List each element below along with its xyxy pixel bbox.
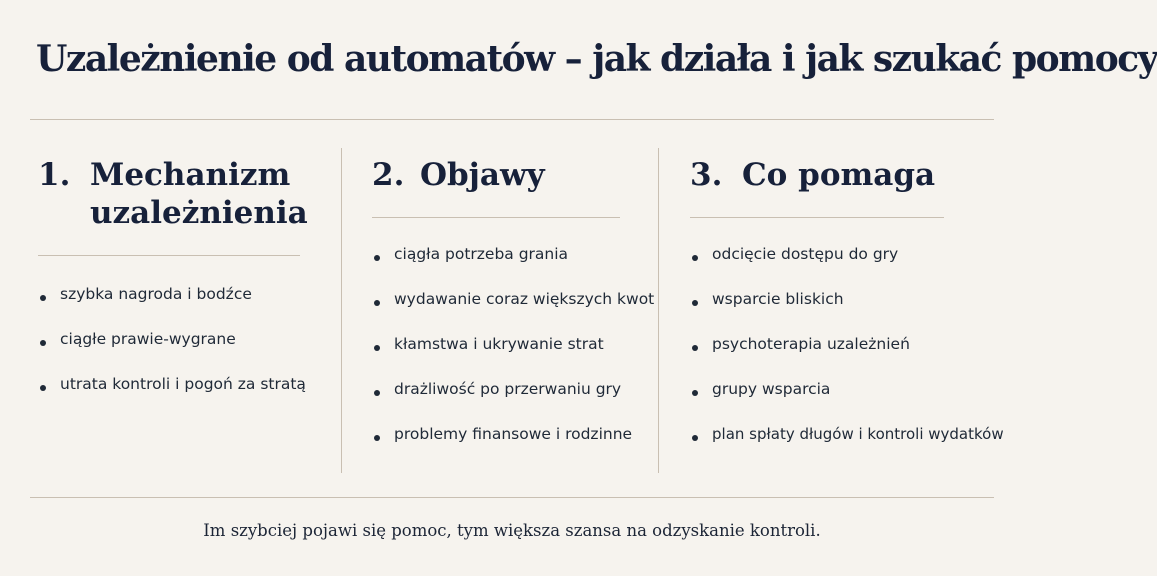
column-title: Co pomaga (742, 157, 936, 193)
list-item (372, 335, 620, 380)
list-item (372, 425, 633, 470)
list-item (372, 380, 620, 425)
column-heading-divider (38, 255, 300, 256)
bullet-icon (692, 255, 698, 261)
list-item-text: odcięcie dostępu do gry (712, 245, 899, 263)
list-item (690, 380, 990, 425)
list-item (690, 425, 1004, 470)
list-item-text: ciągła potrzeba grania (394, 245, 569, 263)
column-divider-1 (341, 148, 342, 473)
list-item-text: ciągłe prawie-wygrane (60, 330, 236, 348)
column-heading (38, 156, 308, 232)
footer-divider (30, 497, 994, 498)
list-item-text: psychoterapia uzależnień (712, 335, 910, 353)
list-item-text: szybka nagroda i bodźce (60, 285, 252, 303)
column-heading-divider (690, 217, 944, 218)
list-item (690, 335, 990, 380)
page-title: Uzależnienie od automatów – jak działa i jak szukać pomocy (36, 38, 1157, 80)
bullet-icon (40, 295, 46, 301)
column-heading (690, 156, 990, 194)
bullet-icon (374, 435, 380, 441)
list-item-text: wsparcie bliskich (712, 290, 844, 308)
footer-note: Im szybciej pojawi się pomoc, tym większa szansa na odzyskanie kontroli. (203, 521, 821, 540)
list-item-text: problemy finansowe i rodzinne (394, 425, 633, 443)
list-item-text: wydawanie coraz większych kwot (394, 290, 655, 308)
list-item (372, 245, 620, 290)
column-title: Mechanizm uzależnienia (90, 157, 308, 231)
bullet-icon (692, 390, 698, 396)
list-item-text: grupy wsparcia (712, 380, 831, 398)
column-symptoms (372, 156, 655, 470)
column-number: 2. (372, 157, 405, 193)
list-item-text: plan spłaty długów i kontroli wydatków (712, 425, 1004, 443)
column-help (690, 156, 1004, 470)
list-item-text: drażliwość po przerwaniu gry (394, 380, 622, 398)
list-item (690, 290, 990, 335)
bullet-icon (692, 345, 698, 351)
column-number: 3. (690, 157, 723, 193)
column-number: 1. (38, 157, 71, 193)
column-heading (372, 156, 620, 194)
list-item (690, 245, 990, 290)
column-title: Objawy (420, 157, 545, 193)
bullet-icon (692, 435, 698, 441)
list-item (38, 375, 306, 420)
bullet-icon (374, 300, 380, 306)
list-item (38, 285, 300, 330)
bullet-icon (374, 255, 380, 261)
list-item-text: kłamstwa i ukrywanie strat (394, 335, 604, 353)
column-heading-divider (372, 217, 620, 218)
column-mechanism (38, 156, 308, 420)
bullet-icon (374, 345, 380, 351)
list-item-text: utrata kontroli i pogoń za stratą (60, 375, 306, 393)
bullet-icon (40, 385, 46, 391)
title-divider (30, 119, 994, 120)
bullet-icon (374, 390, 380, 396)
list-item (38, 330, 300, 375)
bullet-icon (692, 300, 698, 306)
bullet-icon (40, 340, 46, 346)
list-item (372, 290, 655, 335)
column-divider-2 (658, 148, 659, 473)
